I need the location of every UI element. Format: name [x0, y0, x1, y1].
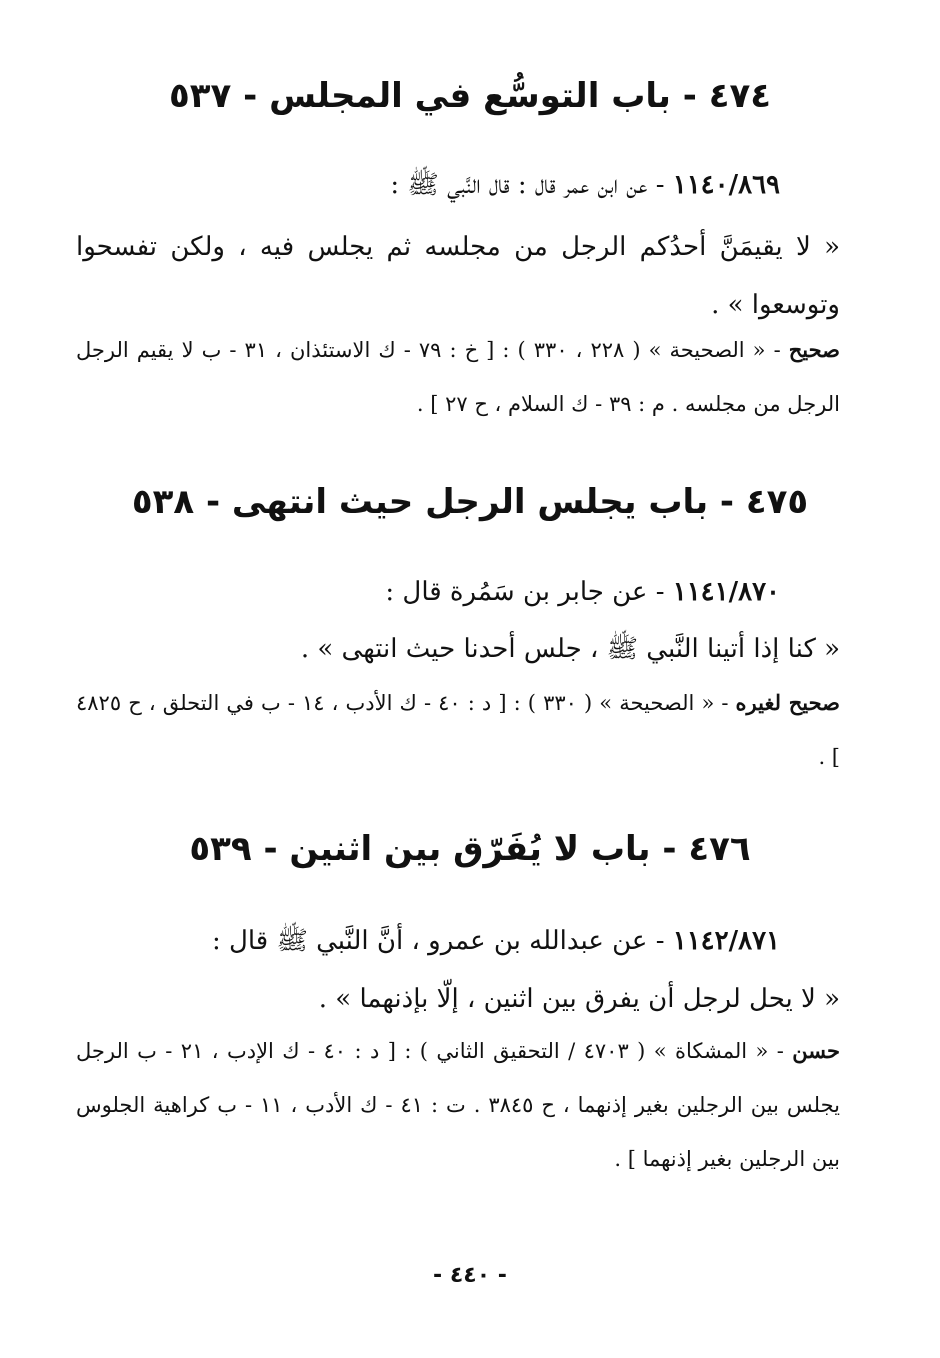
- hadith-text-870: « كنا إذا أتينا النَّبي ﷺ ، جلس أحدنا حيث انتهى » .: [300, 634, 840, 664]
- chapter-heading-476: ٤٧٦ - باب لا يُفَرّق بين اثنين - ٥٣٩: [189, 829, 751, 869]
- chapter-heading-474: ٤٧٤ - باب التوسُّع في المجلس - ٥٣٧: [169, 76, 771, 116]
- hadith-number: ١١٤٠/٨٦٩: [672, 170, 780, 200]
- takhrij-871: [76, 1024, 840, 1186]
- hadith-header-871: [100, 924, 780, 959]
- hadith-intro: - عن جابر بن سَمُرة قال :: [385, 577, 673, 607]
- hadith-grade: صحيح: [788, 337, 840, 362]
- hadith-grade: صحيح لغيره: [735, 690, 840, 715]
- takhrij-text: - « المشكاة » ( ٤٧٠٣ / التحقيق الثاني ) : [ د : ٤٠ - ك الإدب ، ٢١ - ب الرجل يجلس بين الرجلين بغير إذنهما ، ح ٣٨٤٥ . ت : ٤١ - ك الأدب ، ١١ - ب كراهية الجلوس بين الرجلين بغير إذنهما ] .: [76, 1039, 840, 1171]
- takhrij-text: - « الصحيحة » ( ٣٣٠ ) : [ د : ٤٠ - ك الأدب ، ١٤ - ب في التحلق ، ح ٤٨٢٥ ] .: [76, 691, 840, 769]
- chapter-heading-475: ٤٧٥ - باب يجلس الرجل حيث انتهى - ٥٣٨: [131, 482, 809, 522]
- hadith-grade: حسن: [792, 1038, 840, 1063]
- hadith-header-870: [100, 575, 780, 610]
- hadith-number: ١١٤٢/٨٧١: [672, 926, 780, 956]
- hadith-text-871: « لا يحل لرجل أن يفرق بين اثنين ، إلّا بإذنهما » .: [318, 984, 840, 1014]
- hadith-text-869: « لا يقيمَنَّ أحدُكم الرجل من مجلسه ثم يجلس فيه ، ولكن تفسحوا وتوسعوا » .: [76, 232, 840, 320]
- takhrij-870: [76, 676, 840, 784]
- hadith-header-869: [100, 168, 780, 203]
- takhrij-text: - « الصحيحة » ( ٢٢٨ ، ٣٣٠ ) : [ خ : ٧٩ - ك الاستئذان ، ٣١ - ب لا يقيم الرجل الرجل من مجلسه . م : ٣٩ - ك السلام ، ح ٢٧ ] .: [76, 338, 840, 416]
- hadith-number: ١١٤١/٨٧٠: [672, 577, 780, 607]
- hadith-intro: - عن عبدالله بن عمرو ، أنَّ النَّبي ﷺ قال :: [211, 926, 673, 956]
- page-number: - ٤٤٠ -: [433, 1263, 507, 1288]
- takhrij-869: [76, 323, 840, 431]
- hadith-intro: - عن ابن عمر قال : قال النَّبي ﷺ :: [390, 170, 673, 200]
